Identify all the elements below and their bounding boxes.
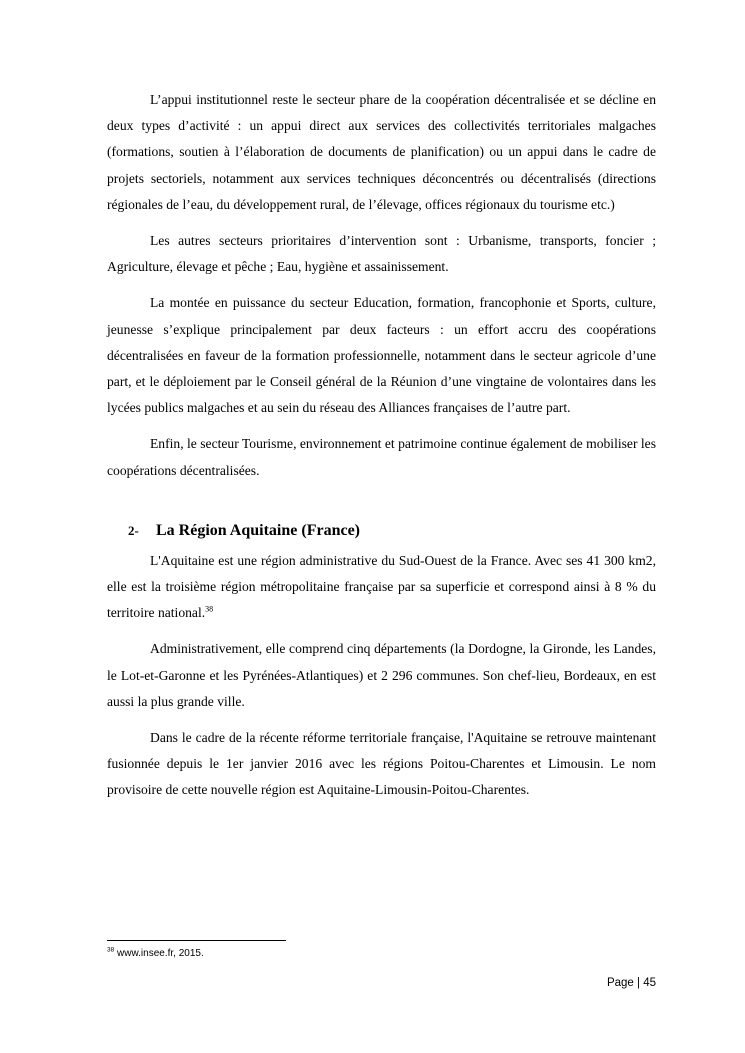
paragraph-education-sector: La montée en puissance du secteur Education, formation, francophonie et Sports, culture, jeunesse s’explique principalement par deux facteurs : un effort accru des coopérations décentralisées en faveur de la formation professionnelle, notamment dans le secteur agricole d’une part, et le déploiement par le Conseil général de la Réunion d’une vingtaine de volontaires dans les lycées publics malgaches et au sein du réseau des Alliances françaises de l’autre part. xyxy=(107,295,656,416)
section-number: 2- xyxy=(128,522,139,538)
paragraph-aquitaine-reform: Dans le cadre de la récente réforme territoriale française, l'Aquitaine se retrouve maintenant fusionnée depuis le 1er janvier 2016 avec les régions Poitou-Charentes et Limousin. Le nom provisoire de cette nouvelle région est Aquitaine-Limousin-Poitou-Charentes. xyxy=(107,730,656,798)
paragraph-tourism-sector: Enfin, le secteur Tourisme, environnement et patrimoine continue également de mobiliser les coopérations décentralisées. xyxy=(107,436,656,478)
document-body xyxy=(107,87,656,814)
paragraph-aquitaine-administration: Administrativement, elle comprend cinq départements (la Dordogne, la Gironde, les Landes, le Lot-et-Garonne et les Pyrénées-Atlantiques) et 2 296 communes. Son chef-lieu, Bordeaux, en est aussi la plus grande ville. xyxy=(107,641,656,709)
paragraph-aquitaine-intro-text: L'Aquitaine est une région administrative du Sud-Ouest de la France. Avec ses 41 300 km2, elle est la troisième région métropolitaine française par sa superficie et correspond ainsi à 8 % du territoire national. xyxy=(107,552,656,621)
paragraph-aquitaine-intro xyxy=(107,548,656,627)
section-heading xyxy=(128,519,656,543)
page-number: Page | 45 xyxy=(606,977,656,989)
paragraph-priority-sectors: Les autres secteurs prioritaires d’intervention sont : Urbanisme, transports, foncier ; Agriculture, élevage et pêche ; Eau, hygiène et assainissement. xyxy=(107,233,656,275)
footnote-text: www.insee.fr, 2015. xyxy=(117,948,204,959)
footnote-marker: 38 xyxy=(107,946,115,954)
section-title: La Région Aquitaine (France) xyxy=(156,521,360,539)
footnote-separator xyxy=(107,940,286,941)
footnote-reference[interactable]: 38 xyxy=(205,604,214,614)
footnote xyxy=(107,947,204,961)
paragraph-institutional-support: L’appui institutionnel reste le secteur phare de la coopération décentralisée et se décline en deux types d’activité : un appui direct aux services des collectivités territoriales malgaches (formations, soutien à l’élaboration de documents de planification) ou un appui dans le cadre de projets sectoriels, notamment aux services techniques déconcentrés ou décentralisés (directions régionales de l’eau, du développement rural, de l’élevage, offices régionaux du tourisme etc.) xyxy=(107,92,656,212)
